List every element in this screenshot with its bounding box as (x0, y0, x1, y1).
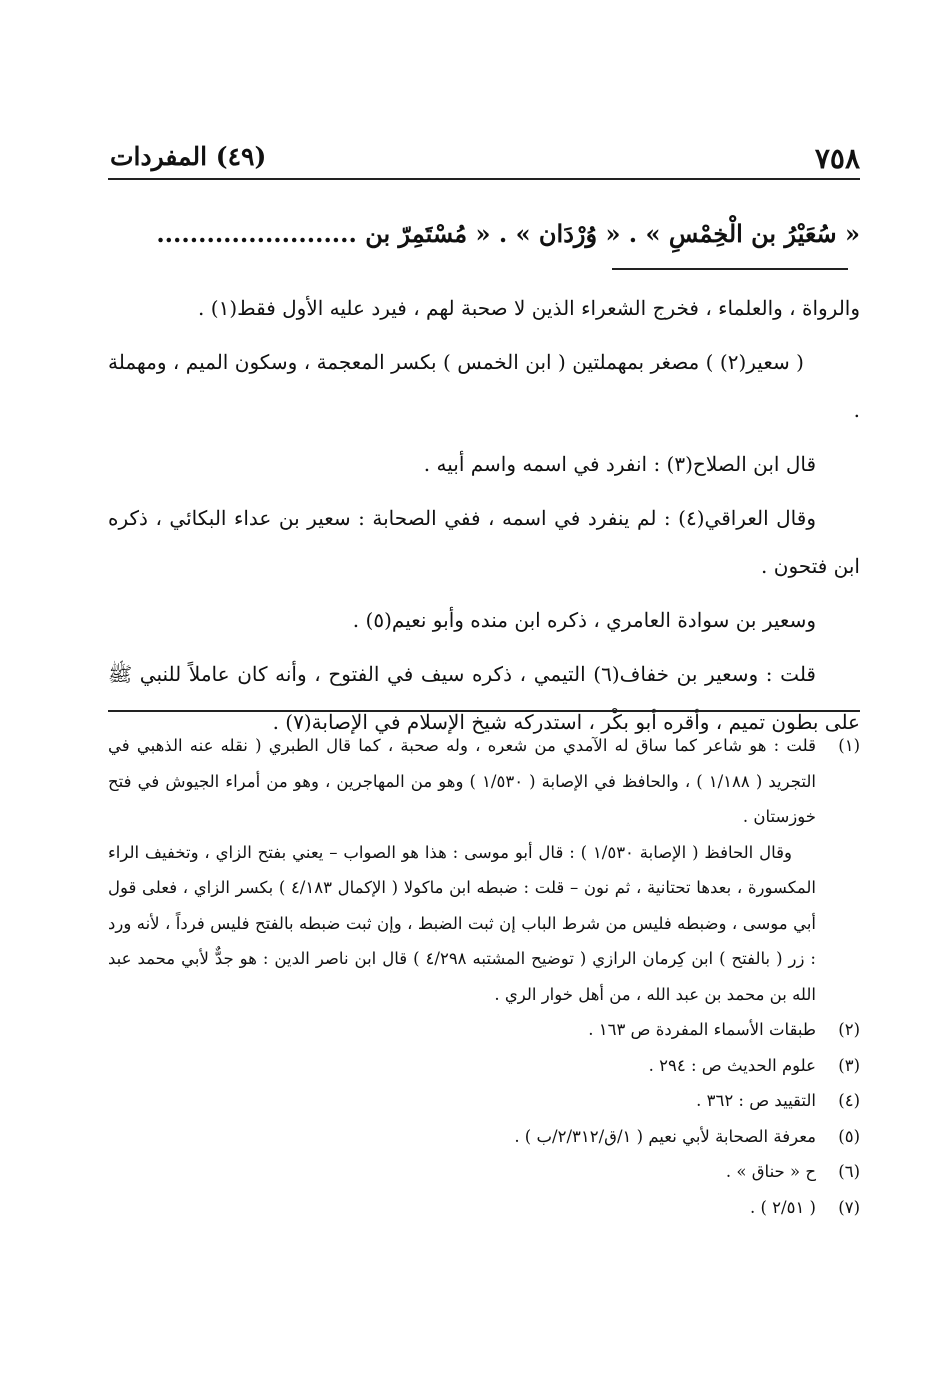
footnote-number: (٥) (838, 1126, 860, 1146)
paragraph-6: قلت : وسعير بن خفاف(٦) التيمي ، ذكره سيف في الفتوح ، وأنه كان عاملاً للنبي ﷺ على بطون تميم ، وأقره أبو بكْر ، استدركه شيخ الإسلام في الإصابة(٧) . (108, 662, 860, 734)
footnote-7 (108, 1190, 860, 1226)
footnote-text: ( ٢/٥١ ) . (749, 1197, 816, 1217)
footnote-6 (108, 1154, 860, 1190)
footnote-number: (١) (838, 736, 860, 755)
footnote-text: قلت : هو شاعر كما ساق له الآمدي من شعره ، وله صحبة ، كما قال الطبري ( نقله عنه الذهبي في التجريد ( ١/١٨٨ ) ، والحافظ في الإصابة ( ١/٥٣٠ ) وهو من المهاجرين ، وهو من أمراء الجيوش في فتح خوزستان . (108, 736, 816, 826)
footnote-divider (108, 710, 860, 712)
footnote-2 (108, 1012, 860, 1048)
paragraph-3: قال ابن الصلاح(٣) : انفرد في اسمه واسم أبيه . (423, 452, 816, 476)
footnote-text: طبقات الأسماء المفردة ص ١٦٣ . (588, 1020, 816, 1039)
paragraph-5: وسعير بن سوادة العامري ، ذكره ابن منده وأبو نعيم(٥) . (352, 608, 816, 632)
running-head: (٤٩) المفردات (110, 142, 267, 171)
footnote-number: (٧) (838, 1197, 860, 1217)
entry-names-line (108, 214, 860, 254)
paragraph-4: وقال العراقي(٤) : لم ينفرد في اسمه ، ففي الصحابة : سعير بن عداء البكائي ، ذكره ابن فتحون . (108, 506, 860, 578)
footnotes (108, 728, 860, 1225)
paragraph-2: ( سعير(٢) ) مصغر بمهملتين ( ابن الخمس ) بكسر المعجمة ، وسكون الميم ، ومهملة . (108, 350, 860, 422)
footnote-number: (٢) (838, 1020, 860, 1039)
footnote-text: معرفة الصحابة لأبي نعيم ( ١/ق/٢/٣١٢/ب ) . (514, 1126, 816, 1146)
paragraph-1: والرواة ، والعلماء ، فخرج الشعراء الذين لا صحبة لهم ، فيرد عليه الأول فقط(١) . (198, 296, 860, 320)
short-divider (612, 268, 848, 270)
entry-names: « سُعَيْرُ بن الْخِمْسِ » . « وُرْدَان » . « مُسْتَمِرّ بن (365, 219, 860, 248)
header-divider (108, 178, 860, 180)
footnote-3 (108, 1048, 860, 1084)
footnote-1-continuation: وقال الحافظ ( الإصابة ١/٥٣٠ ) : قال أبو موسى : هذا هو الصواب – يعني بفتح الزاي ، وتخفيف الراء المكسورة ، بعدها تحتانية ، ثم نون – قلت : ضبطه ابن ماكولا ( الإكمال ٤/١٨٣ ) بكسر الزاي ، فعلى قول أبي موسى ، وضبطه فليس من شرط الباب إن ثبت الضبط ، وإن ثبت ضبطه بالفتح فليس فرداً ، لأنه ورد : زر ( بالفتح ) ابن كِرمان الرازي ( توضيح المشتبه ٤/٢٩٨ ) قال ابن ناصر الدين : هو جدٌّ لأبي محمد عبد الله بن محمد بن عبد الله ، من أهل خوار الري . (108, 842, 817, 1004)
page-number: ٧٥٨ (814, 142, 860, 175)
footnote-number: (٣) (838, 1055, 860, 1075)
page-header (110, 138, 860, 178)
footnote-5 (108, 1119, 860, 1155)
footnote-text: التقييد ص : ٣٦٢ . (696, 1091, 816, 1110)
footnote-text: علوم الحديث ص : ٢٩٤ . (648, 1055, 816, 1075)
footnote-number: (٦) (838, 1162, 860, 1181)
footnote-1 (108, 728, 860, 835)
footnote-number: (٤) (838, 1091, 860, 1110)
footnote-4 (108, 1083, 860, 1119)
ellipsis-dots: ........................ (156, 219, 357, 248)
main-text (108, 284, 860, 752)
footnote-text: ح « حناق » . (725, 1162, 816, 1181)
